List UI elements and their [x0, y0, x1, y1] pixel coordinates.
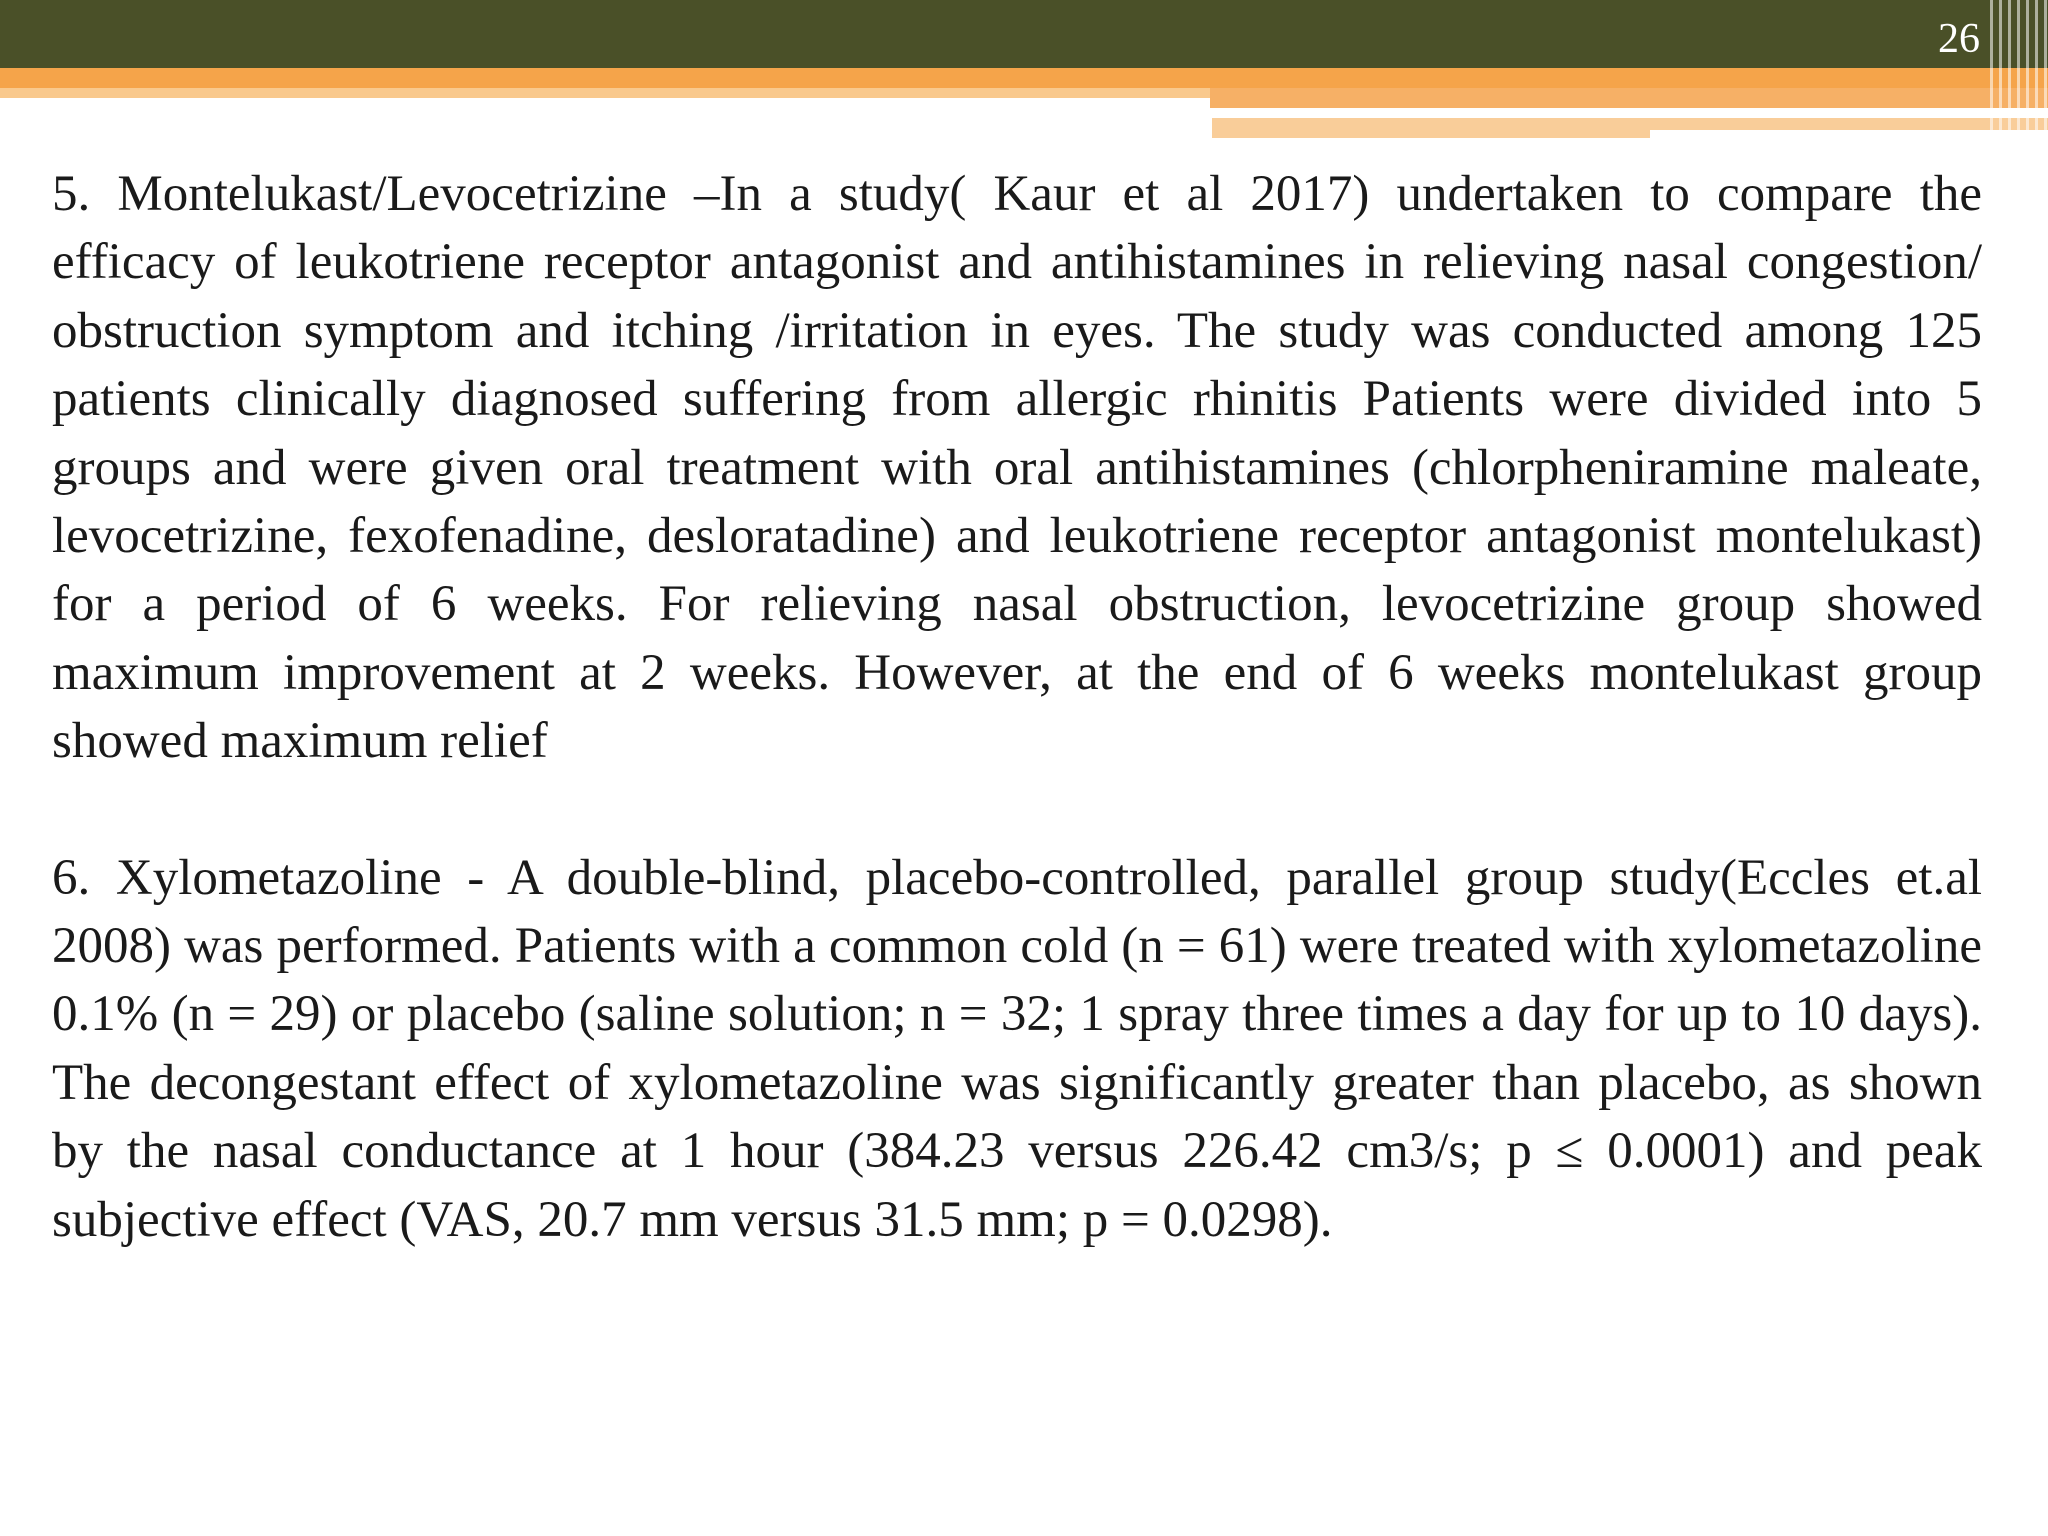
paragraph-xylometazoline: 6. Xylometazoline - A double-blind, placebo-controlled, parallel group study(Eccles et.al 2008) was performed. Patients with a common cold (n = 61) were treated with xylometazoline 0.1% (n = 29) or placebo (saline solution; n = 32; 1 spray three times a day for up to 10 days). The decongestant effect of xylometazoline was significantly greater than placebo, as shown by the nasal conductance at 1 hour (384.23 versus 226.42 cm3/s; p ≤ 0.0001) and peak subjective effect (VAS, 20.7 mm versus 31.5 mm; p = 0.0298).	[52, 849, 1982, 1248]
header-orange-step	[1210, 88, 2048, 108]
header-white-step	[1650, 130, 2048, 142]
header-white-line	[1212, 110, 1898, 116]
header-orange-fade	[0, 88, 1210, 98]
header-orange-band	[0, 68, 2048, 88]
page-number: 26	[1938, 16, 1980, 62]
slide-body	[52, 160, 1982, 1254]
paragraph-montelukast: 5. Montelukast/Levocetrizine –In a study( Kaur et al 2017) undertaken to compare the efficacy of leukotriene receptor antagonist and antihistamines in relieving nasal congestion/ obstruction symptom and itching /irritation in eyes. The study was conducted among 125 patients clinically diagnosed suffering from allergic rhinitis Patients were divided into 5 groups and were given oral treatment with oral antihistamines (chlorpheniramine maleate, levocetrizine, fexofenadine, desloratadine) and leukotriene receptor antagonist montelukast) for a period of 6 weeks. For relieving nasal obstruction, levocetrizine group showed maximum improvement at 2 weeks. However, at the end of 6 weeks montelukast group showed maximum relief	[52, 166, 1982, 770]
header-stripes	[1990, 0, 2048, 142]
header-olive-band	[0, 0, 2048, 68]
